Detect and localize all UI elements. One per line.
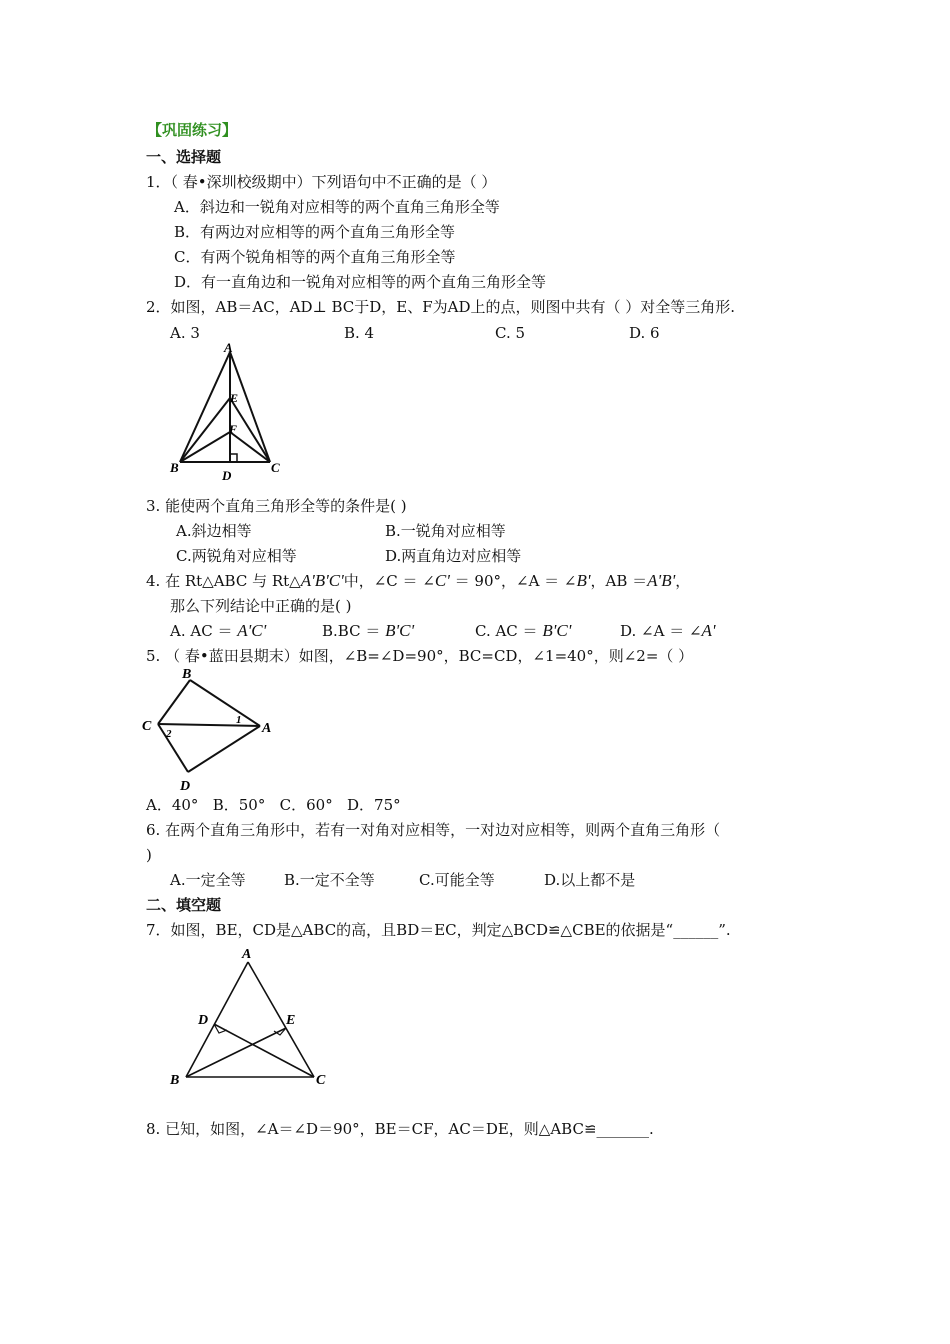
q4-oa-text: A. AC ＝ <box>170 622 233 640</box>
part1-heading: 一、选择题 <box>146 148 222 166</box>
q2-label-f: F <box>229 422 238 436</box>
q2-option-b: B. 4 <box>344 324 375 342</box>
q5-label-b: B <box>182 667 192 682</box>
q2-label-c: C <box>271 460 280 475</box>
q5-figure <box>138 662 278 796</box>
q1-option-b: B．有两边对应相等的两个直角三角形全等 <box>174 223 456 241</box>
q2-option-d: D. 6 <box>629 324 660 342</box>
q3-stem: 3. 能使两个直角三角形全等的条件是( ) <box>146 497 407 515</box>
q6-option-c: C.可能全等 <box>419 871 495 889</box>
q4-option-a <box>170 621 266 641</box>
q4-od-math: A' <box>701 621 716 640</box>
q7-stem: 7．如图，BE，CD是△ABC的高，且BD＝EC，判定△BCD≌△CBE的依据是“______”. <box>146 921 731 939</box>
q4-oa-math: A'C' <box>237 621 267 640</box>
q3-option-d: D.两直角边对应相等 <box>385 547 522 565</box>
q6-option-b: B.一定不全等 <box>284 871 375 889</box>
q7-label-e: E <box>286 1013 296 1028</box>
q5-stem: 5. （ 春•蓝田县期末）如图，∠B=∠D=90°，BC=CD，∠1=40°，则∠2=（ ） <box>146 647 694 665</box>
q2-option-c: C. 5 <box>495 324 526 342</box>
q2-label-a: A <box>224 340 233 355</box>
section-title: 【巩固练习】 <box>147 121 238 139</box>
q4-l1-d: C' <box>434 571 450 590</box>
q2-stem: 2．如图，AB＝AC，AD⊥ BC于D，E、F为AD上的点，则图中共有（ ）对全等三角形. <box>146 298 736 316</box>
q2-label-d: D <box>222 468 232 483</box>
q4-l1-b: A'B'C' <box>300 571 344 590</box>
q6-line1: 6. 在两个直角三角形中，若有一对角对应相等，一对边对应相等，则两个直角三角形（ <box>146 821 721 839</box>
q6-option-a: A.一定全等 <box>170 871 246 889</box>
q4-ob-text: B.BC ＝ <box>322 622 381 640</box>
q8-stem: 8. 已知，如图，∠A＝∠D＝90°，BE＝CF，AC＝DE，则△ABC≌_______. <box>146 1120 654 1138</box>
q2-label-e: E <box>230 391 239 405</box>
q7-label-c: C <box>316 1073 326 1088</box>
q4-od-text: D. ∠A ＝ ∠ <box>620 622 702 640</box>
q4-option-d <box>620 621 716 641</box>
q7-figure <box>164 942 344 1092</box>
part2-heading: 二、填空题 <box>146 896 222 914</box>
q6-line2: ) <box>146 846 152 864</box>
q1-option-d: D．有一直角边和一锐角对应相等的两个直角三角形全等 <box>174 273 547 291</box>
q4-l1-f: B' <box>576 571 591 590</box>
q2-label-b: B <box>170 460 179 475</box>
q7-label-b: B <box>170 1073 180 1088</box>
q4-l1-h: A'B' <box>647 571 676 590</box>
q2-option-a: A. 3 <box>170 324 200 342</box>
q5-label-1: 1 <box>236 714 242 726</box>
q4-l1-c: 中，∠C ＝ ∠ <box>343 572 435 590</box>
q4-option-b <box>322 621 414 641</box>
q4-oc-math: B'C' <box>542 621 572 640</box>
q3-option-c: C.两锐角对应相等 <box>176 547 297 565</box>
q4-oc-text: C. AC ＝ <box>475 622 538 640</box>
q4-l1-e: ＝ 90°，∠A ＝ ∠ <box>449 572 577 590</box>
q4-option-c <box>475 621 571 641</box>
q5-options: A．40° B．50° C．60° D．75° <box>146 796 401 814</box>
q4-l1-g: ，AB ＝ <box>590 572 648 590</box>
q5-label-d: D <box>180 779 191 794</box>
q6-option-d: D.以上都不是 <box>544 871 636 889</box>
q3-option-a: A.斜边相等 <box>176 522 252 540</box>
q4-l1-a: 4. 在 Rt△ABC 与 Rt△ <box>146 572 301 590</box>
q4-line1 <box>146 571 690 591</box>
q4-line2: 那么下列结论中正确的是( ) <box>170 597 352 615</box>
q5-label-a: A <box>262 721 272 736</box>
q5-label-2: 2 <box>166 728 172 740</box>
q7-label-a: A <box>242 947 252 962</box>
q1-option-a: A．斜边和一锐角对应相等的两个直角三角形全等 <box>174 198 500 216</box>
q3-option-b: B.一锐角对应相等 <box>385 522 506 540</box>
q4-l1-i: ， <box>675 572 691 590</box>
q4-ob-math: B'C' <box>385 621 415 640</box>
q1-option-c: C．有两个锐角相等的两个直角三角形全等 <box>174 248 456 266</box>
q1-stem: 1．（ 春•深圳校级期中）下列语句中不正确的是（ ） <box>146 173 497 191</box>
q2-figure <box>160 340 300 485</box>
q7-label-d: D <box>198 1013 209 1028</box>
q5-label-c: C <box>142 719 152 734</box>
